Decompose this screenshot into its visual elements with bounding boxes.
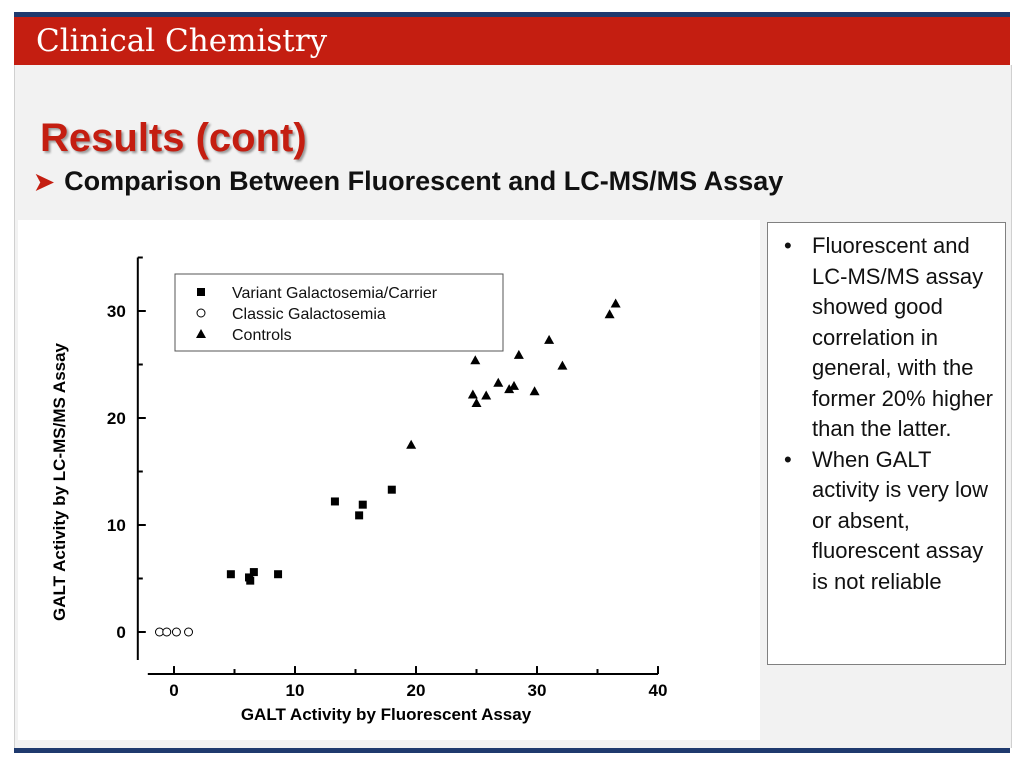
x-axis-label: GALT Activity by Fluorescent Assay — [240, 705, 532, 724]
square-point — [274, 570, 282, 578]
triangle-point — [481, 391, 491, 400]
brand-title: Clinical Chemistry — [36, 23, 328, 59]
scatter-chart — [18, 220, 760, 740]
triangle-point — [472, 398, 482, 407]
notes-panel — [767, 222, 1006, 665]
y-tick-label: 0 — [116, 623, 126, 642]
legend-label: Classic Galactosemia — [232, 306, 386, 323]
subtitle-text: Comparison Between Fluorescent and LC-MS/MS Assay — [64, 166, 784, 196]
x-tick-label: 40 — [648, 681, 668, 701]
y-tick-label: 20 — [106, 409, 126, 428]
y-axis-label: GALT Activity by LC-MS/MS Assay — [50, 342, 69, 622]
square-point — [331, 497, 339, 505]
square-point — [388, 486, 396, 494]
triangle-point — [605, 309, 615, 318]
chart-legend — [175, 274, 503, 351]
notes-list — [768, 223, 1005, 597]
footer-rule — [14, 748, 1010, 753]
triangle-point — [544, 335, 554, 344]
slide-title: Results (cont) — [40, 116, 307, 160]
triangle-point — [530, 386, 540, 395]
x-tick-label: 10 — [285, 681, 305, 701]
triangle-point — [509, 381, 519, 390]
header-bar — [14, 17, 1010, 65]
legend-label: Variant Galactosemia/Carrier — [232, 285, 438, 302]
y-tick-label: 30 — [106, 302, 126, 321]
triangle-point — [470, 355, 480, 364]
note-item: • When GALT activity is very low or absent, fluorescent assay is not reliable — [812, 445, 999, 598]
triangle-point — [514, 350, 524, 359]
triangle-point — [557, 361, 567, 370]
square-point — [359, 501, 367, 509]
circle-point — [185, 628, 193, 636]
triangle-point — [468, 389, 478, 398]
y-tick-label: 10 — [106, 516, 126, 535]
triangle-point — [406, 440, 416, 449]
square-point — [246, 577, 254, 585]
legend-square-icon — [197, 288, 205, 296]
square-point — [250, 568, 258, 576]
slide-subtitle — [34, 163, 783, 201]
x-tick-label: 0 — [169, 681, 179, 701]
triangle-point — [493, 378, 503, 387]
circle-point — [172, 628, 180, 636]
scatter-figure — [18, 220, 760, 740]
legend-circle-icon — [197, 309, 205, 317]
arrow-bullet-icon: ➤ — [34, 169, 55, 196]
triangle-point — [611, 299, 621, 308]
x-tick-label: 30 — [527, 681, 547, 701]
square-point — [227, 570, 235, 578]
note-item: • Fluorescent and LC-MS/MS assay showed good correlation in general, with the former 20% higher than the latter. — [812, 231, 999, 445]
square-point — [355, 511, 363, 519]
circle-point — [163, 628, 171, 636]
x-tick-label: 20 — [406, 681, 426, 701]
legend-label: Controls — [232, 327, 292, 344]
